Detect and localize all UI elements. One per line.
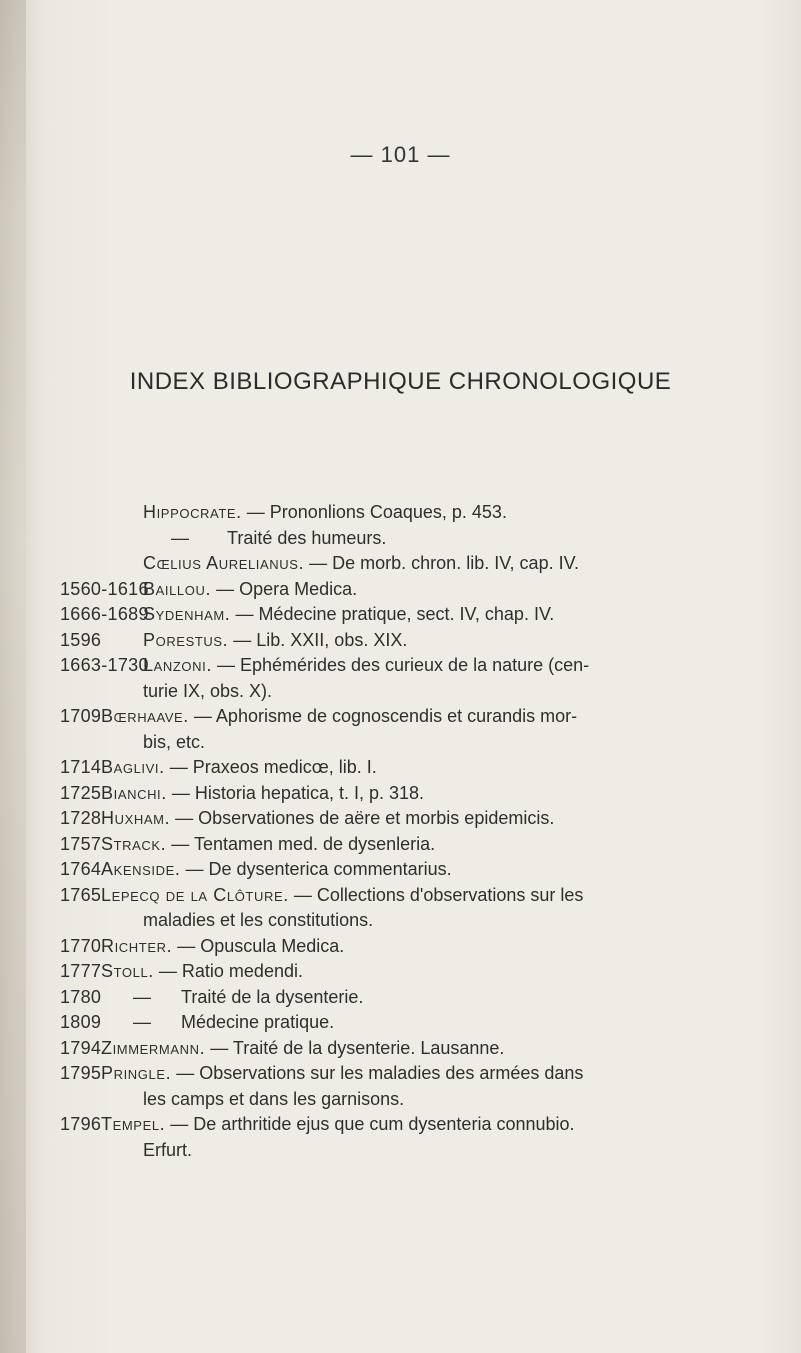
- bibliography-entry: [60, 985, 800, 1011]
- entry-title: — Ratio medendi.: [158, 961, 303, 981]
- entry-year: 1666-1689: [60, 604, 149, 624]
- entry-title: Médecine pratique.: [181, 1012, 335, 1032]
- entry-year: 1596: [60, 629, 102, 650]
- entry-title: — Opuscula Medica.: [177, 935, 345, 956]
- entry-year: 1765: [60, 884, 102, 905]
- bibliography-entry: [60, 653, 800, 704]
- entry-year: 1757: [60, 833, 102, 854]
- entry-year: 1796: [60, 1114, 102, 1134]
- entry-author: Akenside.: [101, 859, 181, 879]
- bibliography-list: [60, 500, 800, 1163]
- entry-author: Huxham.: [101, 808, 171, 828]
- entry-title: — Observationes de aëre et morbis epidemicis.: [175, 808, 555, 828]
- entry-title: — Lib. XXII, obs. XIX.: [233, 629, 408, 650]
- bibliography-entry: [60, 1036, 800, 1062]
- entry-year: 1777: [60, 961, 102, 981]
- page-number: — 101 —: [350, 142, 451, 167]
- entry-title: — Observations sur les maladies des armées dans: [176, 1063, 584, 1083]
- entry-title: — Traité de la dysenterie. Lausanne.: [210, 1037, 505, 1058]
- entry-author: Lanzoni.: [143, 655, 212, 675]
- bibliography-entry: [60, 959, 800, 985]
- bibliography-entry: [60, 577, 800, 603]
- page-gutter-shadow: [0, 0, 26, 1353]
- entry-author: Cœlius Aurelianus.: [143, 553, 305, 573]
- entry-year: 1764: [60, 859, 102, 879]
- entry-year: 1714: [60, 757, 102, 777]
- entry-title: — Ephémérides des curieux de la nature (cen-: [216, 655, 590, 675]
- bibliography-entry: [60, 1112, 800, 1163]
- bibliography-entry: [60, 883, 800, 934]
- entry-title: — Opera Medica.: [216, 578, 358, 599]
- entry-continuation: turie IX, obs. X).: [143, 680, 273, 701]
- entry-year: 1770: [60, 935, 102, 956]
- bibliography-entry: [60, 602, 800, 628]
- entry-author: Bœrhaave.: [101, 706, 189, 726]
- entry-title: — Médecine pratique, sect. IV, chap. IV.: [235, 604, 555, 624]
- entry-author: Pringle.: [101, 1063, 172, 1083]
- bibliography-entry: [60, 551, 800, 577]
- entry-author: Bianchi.: [101, 782, 167, 803]
- entry-author: Baillou.: [143, 578, 212, 599]
- bibliography-entry: [60, 526, 800, 552]
- entry-year: 1725: [60, 782, 102, 803]
- entry-author: Strack.: [101, 833, 167, 854]
- entry-year: 1728: [60, 808, 102, 828]
- bibliography-entry: [60, 500, 800, 526]
- entry-year: 1795: [60, 1063, 102, 1083]
- entry-year: 1663-1730: [60, 655, 149, 675]
- entry-continuation: maladies et les constitutions.: [143, 910, 374, 930]
- entry-year: 1709: [60, 706, 102, 726]
- bibliography-entry: [60, 781, 800, 807]
- bibliography-entry: [60, 1010, 800, 1036]
- entry-title: — Collections d'observations sur les: [293, 884, 584, 905]
- entry-author: Stoll.: [101, 961, 154, 981]
- bibliography-entry: [60, 755, 800, 781]
- entry-author: Zimmermann.: [101, 1037, 206, 1058]
- entry-title: — Aphorisme de cognoscendis et curandis mor-: [193, 706, 578, 726]
- entry-author: Richter.: [101, 935, 173, 956]
- entry-title: — Prononlions Coaques, p. 453.: [246, 502, 507, 522]
- bibliography-entry: [60, 857, 800, 883]
- entry-title: — De arthritide ejus que cum dysenteria connubio.: [170, 1114, 575, 1134]
- entry-title: — Tentamen med. de dysenleria.: [171, 833, 436, 854]
- entry-author: Hippocrate.: [143, 502, 242, 522]
- entry-continuation: les camps et dans les garnisons.: [143, 1088, 405, 1109]
- bibliography-entry: [60, 806, 800, 832]
- entry-year: 1794: [60, 1037, 102, 1058]
- entry-author: Porestus.: [143, 629, 229, 650]
- entry-title: — Historia hepatica, t. I, p. 318.: [171, 782, 425, 803]
- bibliography-entry: [60, 934, 800, 960]
- entry-year: 1780: [60, 986, 102, 1007]
- entry-year: 1560-1616: [60, 578, 149, 599]
- entry-author: —: [133, 1012, 151, 1032]
- entry-continuation: Erfurt.: [143, 1139, 193, 1160]
- page-title: INDEX BIBLIOGRAPHIQUE CHRONOLOGIQUE: [129, 368, 672, 395]
- bibliography-entry: [60, 628, 800, 654]
- entry-title: — Praxeos medicœ, lib. I.: [169, 757, 377, 777]
- bibliography-entry: [60, 832, 800, 858]
- entry-title: — De dysenterica commentarius.: [185, 859, 452, 879]
- entry-title: Traité de la dysenterie.: [181, 986, 364, 1007]
- bibliography-entry: [60, 704, 800, 755]
- entry-author: —: [133, 986, 151, 1007]
- entry-continuation: bis, etc.: [143, 731, 206, 752]
- entry-author: Lepecq de la Clôture.: [101, 884, 289, 905]
- entry-title: — De morb. chron. lib. IV, cap. IV.: [309, 553, 579, 573]
- entry-title: Traité des humeurs.: [227, 527, 387, 548]
- entry-author: —: [171, 527, 189, 548]
- bibliography-entry: [60, 1061, 800, 1112]
- entry-author: Sydenham.: [143, 604, 231, 624]
- entry-year: 1809: [60, 1012, 102, 1032]
- entry-author: Tempel.: [101, 1114, 166, 1134]
- entry-author: Baglivi.: [101, 757, 165, 777]
